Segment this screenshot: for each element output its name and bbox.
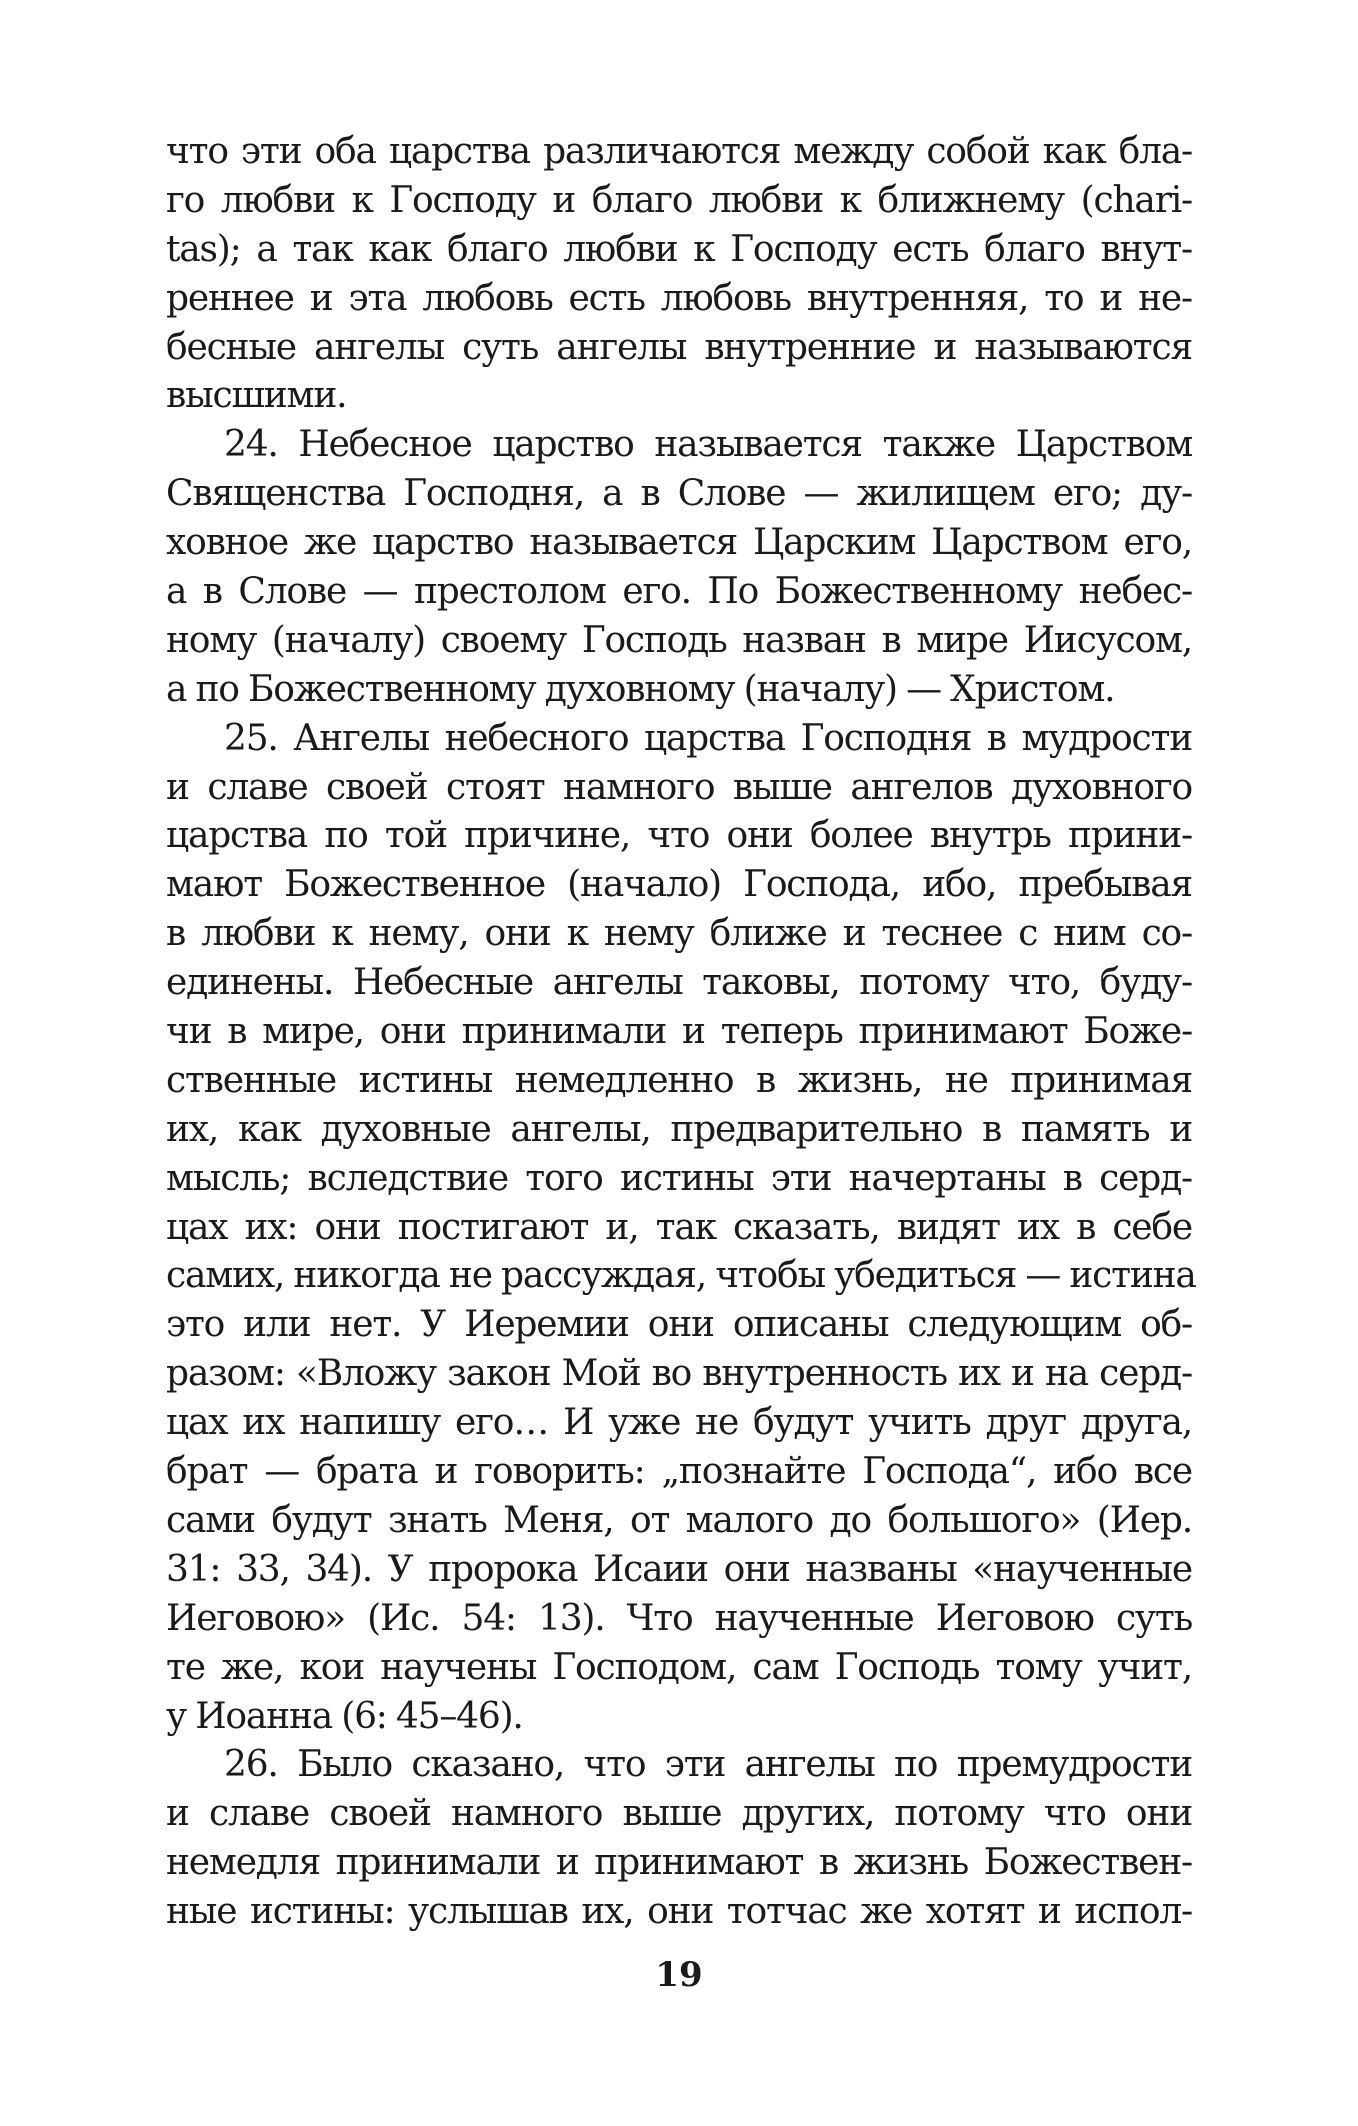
text-line: цах их: они постигают и, так сказать, видят их в себе: [166, 1206, 1192, 1248]
text-line: ховное же царство называется Царским Царством его,: [166, 522, 1192, 564]
text-line: Иеговою» (Ис. 54: 13). Что наученные Иеговою суть: [166, 1597, 1192, 1639]
text-line: ственные истины немедленно в жизнь, не принимая: [166, 1059, 1192, 1101]
text-line: и славе своей стоят намного выше ангелов духовного: [166, 766, 1192, 808]
paragraph-section-25: [166, 715, 1196, 1742]
text-line: бесные ангелы суть ангелы внутренние и называются: [166, 326, 1192, 368]
text-line: а в Слове — престолом его. По Божественному небес-: [166, 571, 1192, 613]
text-line: у Иоанна (6: 45–46).: [166, 1695, 523, 1737]
paragraph-section-26: [166, 1741, 1192, 1937]
text-line: и славе своей намного выше других, потому что они: [166, 1793, 1192, 1835]
paragraph-section-24: [166, 421, 1192, 714]
text-line: цах их напишу его… И уже не будут учить друг друга,: [166, 1402, 1192, 1444]
body-text: [166, 128, 1196, 1937]
text-line: царства по той причине, что они более внутрь прини-: [166, 815, 1192, 857]
text-line: 24. Небесное царство называется также Царством: [224, 424, 1192, 466]
text-line: го любви к Господу и благо любви к ближнему (chari-: [166, 179, 1192, 221]
text-line: мают Божественное (начало) Господа, ибо, пребывая: [166, 864, 1192, 906]
page-number: 19: [655, 1955, 703, 1995]
text-line: Священства Господня, а в Слове — жилищем его; ду-: [166, 473, 1192, 515]
text-line: их, как духовные ангелы, предварительно в память и: [166, 1108, 1192, 1150]
text-line: те же, кои научены Господом, сам Господь тому учит,: [166, 1646, 1192, 1688]
text-line: мысль; вследствие того истины эти начертаны в серд-: [166, 1157, 1192, 1199]
text-line: высшими.: [166, 375, 347, 417]
paragraph-continuation: [166, 128, 1192, 421]
text-line: самих, никогда не рассуждая, чтобы убедиться — истина: [166, 1255, 1196, 1297]
text-line: а по Божественному духовному (началу) — Христом.: [166, 668, 1115, 710]
text-line: 26. Было сказано, что эти ангелы по премудрости: [224, 1744, 1192, 1786]
text-line: это или нет. У Иеремии они описаны следующим об-: [166, 1304, 1192, 1346]
text-line: ному (началу) своему Господь назван в мире Иисусом,: [166, 619, 1192, 661]
text-line: чи в мире, они принимали и теперь принимают Боже-: [166, 1011, 1192, 1053]
text-line: немедля принимали и принимают в жизнь Божествен-: [166, 1842, 1192, 1884]
text-line: ные истины: услышав их, они тотчас же хотят и испол-: [166, 1891, 1192, 1933]
text-line: что эти оба царства различаются между собой как бла-: [166, 131, 1192, 172]
text-line: реннее и эта любовь есть любовь внутренняя, то и не-: [166, 277, 1192, 319]
text-line: единены. Небесные ангелы таковы, потому что, буду-: [166, 962, 1192, 1004]
text-line: 31: 33, 34). У пророка Исаии они названы «наученные: [166, 1548, 1192, 1590]
text-line: tas); а так как благо любви к Господу есть благо внут-: [166, 228, 1192, 270]
text-line: 25. Ангелы небесного царства Господня в мудрости: [224, 717, 1192, 759]
text-line: брат — брата и говорить: „познайте Господа“, ибо все: [166, 1451, 1192, 1493]
text-line: сами будут знать Меня, от малого до большого» (Иер.: [166, 1499, 1192, 1541]
text-line: разом: «Вложу закон Мой во внутренность их и на серд-: [166, 1353, 1192, 1395]
text-line: в любви к нему, они к нему ближе и теснее с ним со-: [166, 913, 1192, 955]
